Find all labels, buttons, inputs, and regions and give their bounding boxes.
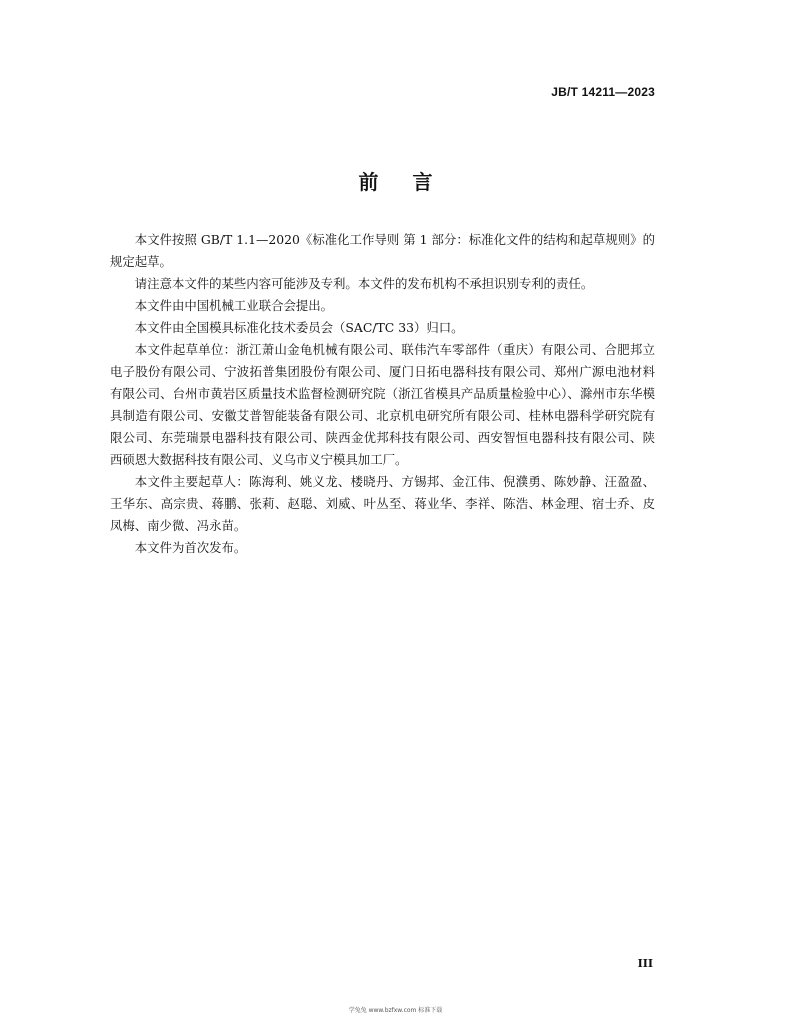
page-title: 前言: [358, 170, 467, 194]
paragraph-drafting-organizations: 本文件起草单位：浙江萧山金龟机械有限公司、联伟汽车零部件（重庆）有限公司、合肥邦立电子股份有限公司、宁波拓普集团股份有限公司、厦门日拓电器科技有限公司、郑州广源电池材料有限公司、台州市黄岩区质量技术监督检测研究院（浙江省模具产品质量检验中心）、滁州市东华模具制造有限公司、安徽艾普智能装备有限公司、北京机电研究所有限公司、桂林电器科学研究院有限公司、东莞瑞景电器科技有限公司、陕西金优邦科技有限公司、西安智恒电器科技有限公司、陕西硕恩大数据科技有限公司、义乌市义宁模具加工厂。: [110, 342, 655, 467]
paragraph-main-drafters: 本文件主要起草人：陈海利、姚义龙、楼晓丹、方锡邦、金江伟、倪濮勇、陈妙静、汪盈盈、王华东、高宗贵、蒋鹏、张莉、赵聪、刘威、叶丛至、蒋业华、李祥、陈浩、林金理、宿士乔、皮凤梅、南少微、冯永苗。: [110, 474, 655, 533]
paragraph-centralized-by: 本文件由全国模具标准化技术委员会（SAC/TC 33）归口。: [134, 320, 464, 335]
paragraph-proposed-by: 本文件由中国机械工业联合会提出。: [134, 298, 334, 313]
paragraph-patent-notice: 请注意本文件的某些内容可能涉及专利。本文件的发布机构不承担识别专利的责任。: [134, 276, 594, 291]
watermark-text: 学兔兔 www.bzfxw.com 标准下载: [348, 1007, 443, 1014]
page-number: III: [637, 957, 653, 970]
standard-number: JB/T 14211—2023: [551, 85, 655, 99]
paragraph-first-release: 本文件为首次发布。: [134, 540, 247, 555]
paragraph-drafting-rules: 本文件按照 GB/T 1.1—2020《标准化工作导则 第 1 部分：标准化文件的结构和起草规则》的规定起草。: [110, 232, 655, 269]
foreword-body: [110, 229, 655, 559]
